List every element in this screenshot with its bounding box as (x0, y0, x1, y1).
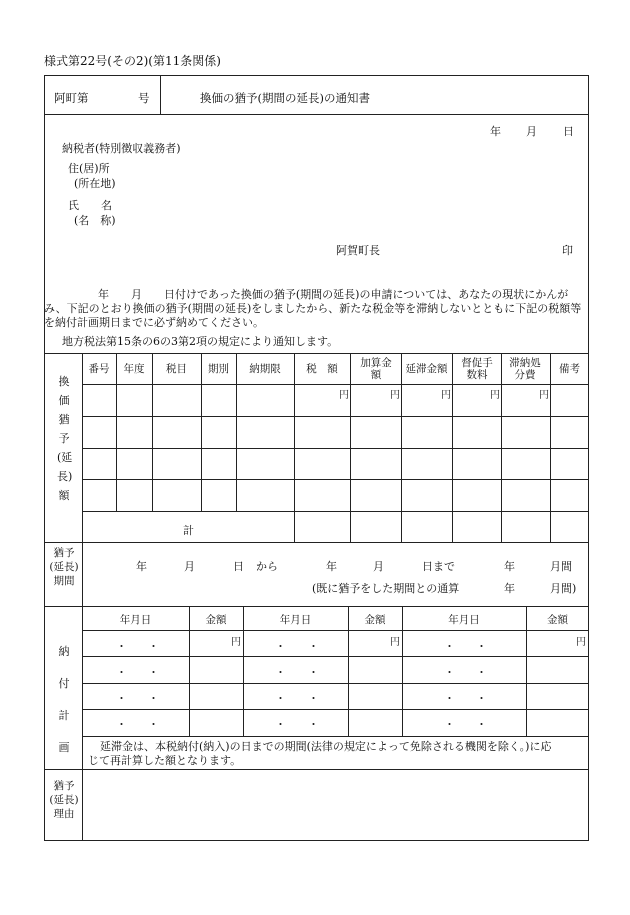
col-remarks: 備考 (559, 363, 580, 375)
date-separator: ・ (444, 692, 455, 705)
payment-plan-label: 納付計画 (58, 645, 70, 754)
amount-side-label: 換価猶予(延長)額 (57, 375, 73, 502)
period-end-month: 月 (373, 560, 384, 573)
date-separator: ・ (476, 692, 487, 705)
cumulative-year: 年 (504, 582, 515, 595)
date-separator: ・ (444, 640, 455, 653)
notice-paragraph: 年 月 日付けであった換価の猶予(期間の延長)の申請については、あなたの現状にかんがみ、下記のとおり換価の猶予(期間の延長)をしましたから、新たな税金等を滞納しないとともに下記の税額等を納付計画期日までに必ず納めてください。 (44, 288, 582, 329)
cumulative-period-prefix: (既に猶予をした期間との通算 (312, 582, 460, 595)
date-separator: ・ (148, 718, 159, 731)
col-fiscal-year: 年度 (123, 363, 145, 375)
date-separator: ・ (476, 640, 487, 653)
col-due-date: 納期限 (249, 363, 281, 375)
doc-number-prefix: 阿町第 (54, 91, 89, 105)
col-disposition-cost: 滞納処分費 (509, 357, 541, 381)
period-label: 猶予(延長)期間 (49, 547, 79, 587)
taxpayer-label: 納税者(特別徴収義務者) (62, 142, 181, 155)
total-label: 計 (183, 524, 194, 537)
date-separator: ・ (444, 666, 455, 679)
form-number: 様式第22号(その2)(第11条関係) (44, 54, 221, 68)
date-separator: ・ (308, 718, 319, 731)
issuer-title: 阿賀町長 (336, 244, 380, 257)
date-separator: ・ (476, 718, 487, 731)
date-separator: ・ (275, 718, 286, 731)
date-separator: ・ (116, 640, 127, 653)
period-length-months: 月間 (550, 560, 572, 573)
date-separator: ・ (116, 718, 127, 731)
col-number: 番号 (88, 363, 110, 375)
date-separator: ・ (275, 666, 286, 679)
name-label: 氏 名 (68, 199, 112, 212)
document-title: 換価の猶予(期間の延長)の通知書 (200, 91, 370, 105)
plan-col-date: 年月日 (448, 614, 480, 626)
plan-col-amount: 金額 (547, 614, 568, 626)
yen-mark: 円 (339, 390, 349, 401)
date-separator: ・ (148, 692, 159, 705)
address-sub-label: (所在地) (74, 177, 116, 190)
period-start-month: 月 (184, 560, 195, 573)
name-sub-label: (名 称) (74, 214, 116, 227)
period-start-day: 日 (233, 560, 244, 573)
col-tax-item: 税目 (166, 363, 187, 375)
date-separator: ・ (148, 640, 159, 653)
doc-number-suffix: 号 (138, 91, 150, 105)
col-additional-amount: 加算金額 (360, 357, 392, 381)
date-day: 日 (563, 125, 574, 138)
col-delinquency-amount: 延滞金額 (405, 363, 448, 375)
col-tax-amount: 税 額 (306, 363, 338, 375)
period-from: から (256, 560, 278, 573)
period-start-year: 年 (136, 560, 147, 573)
address-label: 住(居)所 (68, 162, 110, 175)
legal-basis: 地方税法第15条の6の3第2項の規定により通知します。 (62, 335, 339, 348)
date-separator: ・ (275, 692, 286, 705)
date-month: 月 (526, 125, 537, 138)
date-separator: ・ (148, 666, 159, 679)
yen-mark: 円 (390, 637, 400, 648)
date-separator: ・ (275, 640, 286, 653)
plan-col-amount: 金額 (205, 614, 227, 626)
reason-label: 猶予(延長)理由 (49, 780, 79, 820)
plan-col-date: 年月日 (119, 614, 152, 626)
yen-mark: 円 (576, 637, 586, 648)
period-until: 日まで (422, 560, 455, 573)
date-separator: ・ (476, 666, 487, 679)
yen-mark: 円 (539, 390, 549, 401)
period-length-year: 年 (504, 560, 515, 573)
date-separator: ・ (308, 666, 319, 679)
date-separator: ・ (308, 640, 319, 653)
col-period: 期別 (208, 363, 229, 375)
yen-mark: 円 (490, 390, 500, 401)
period-end-year: 年 (326, 560, 337, 573)
yen-mark: 円 (390, 390, 400, 401)
yen-mark: 円 (441, 390, 451, 401)
date-separator: ・ (116, 666, 127, 679)
date-separator: ・ (444, 718, 455, 731)
col-reminder-fee: 督促手数料 (461, 357, 493, 381)
plan-col-date: 年月日 (279, 614, 312, 626)
period-section (44, 542, 589, 607)
header-divider (160, 75, 161, 115)
plan-col-amount: 金額 (364, 614, 386, 626)
date-year: 年 (490, 125, 501, 138)
reason-section (44, 769, 589, 841)
seal-mark: 印 (562, 244, 573, 257)
date-separator: ・ (116, 692, 127, 705)
cumulative-months: 月間) (550, 582, 577, 595)
date-separator: ・ (308, 692, 319, 705)
delinquency-note: 延滞金は、本税納付(納入)の日までの期間(法律の規定によって免除される機関を除く。)に応じて再計算した額となります。 (88, 740, 552, 767)
yen-mark: 円 (231, 637, 241, 648)
